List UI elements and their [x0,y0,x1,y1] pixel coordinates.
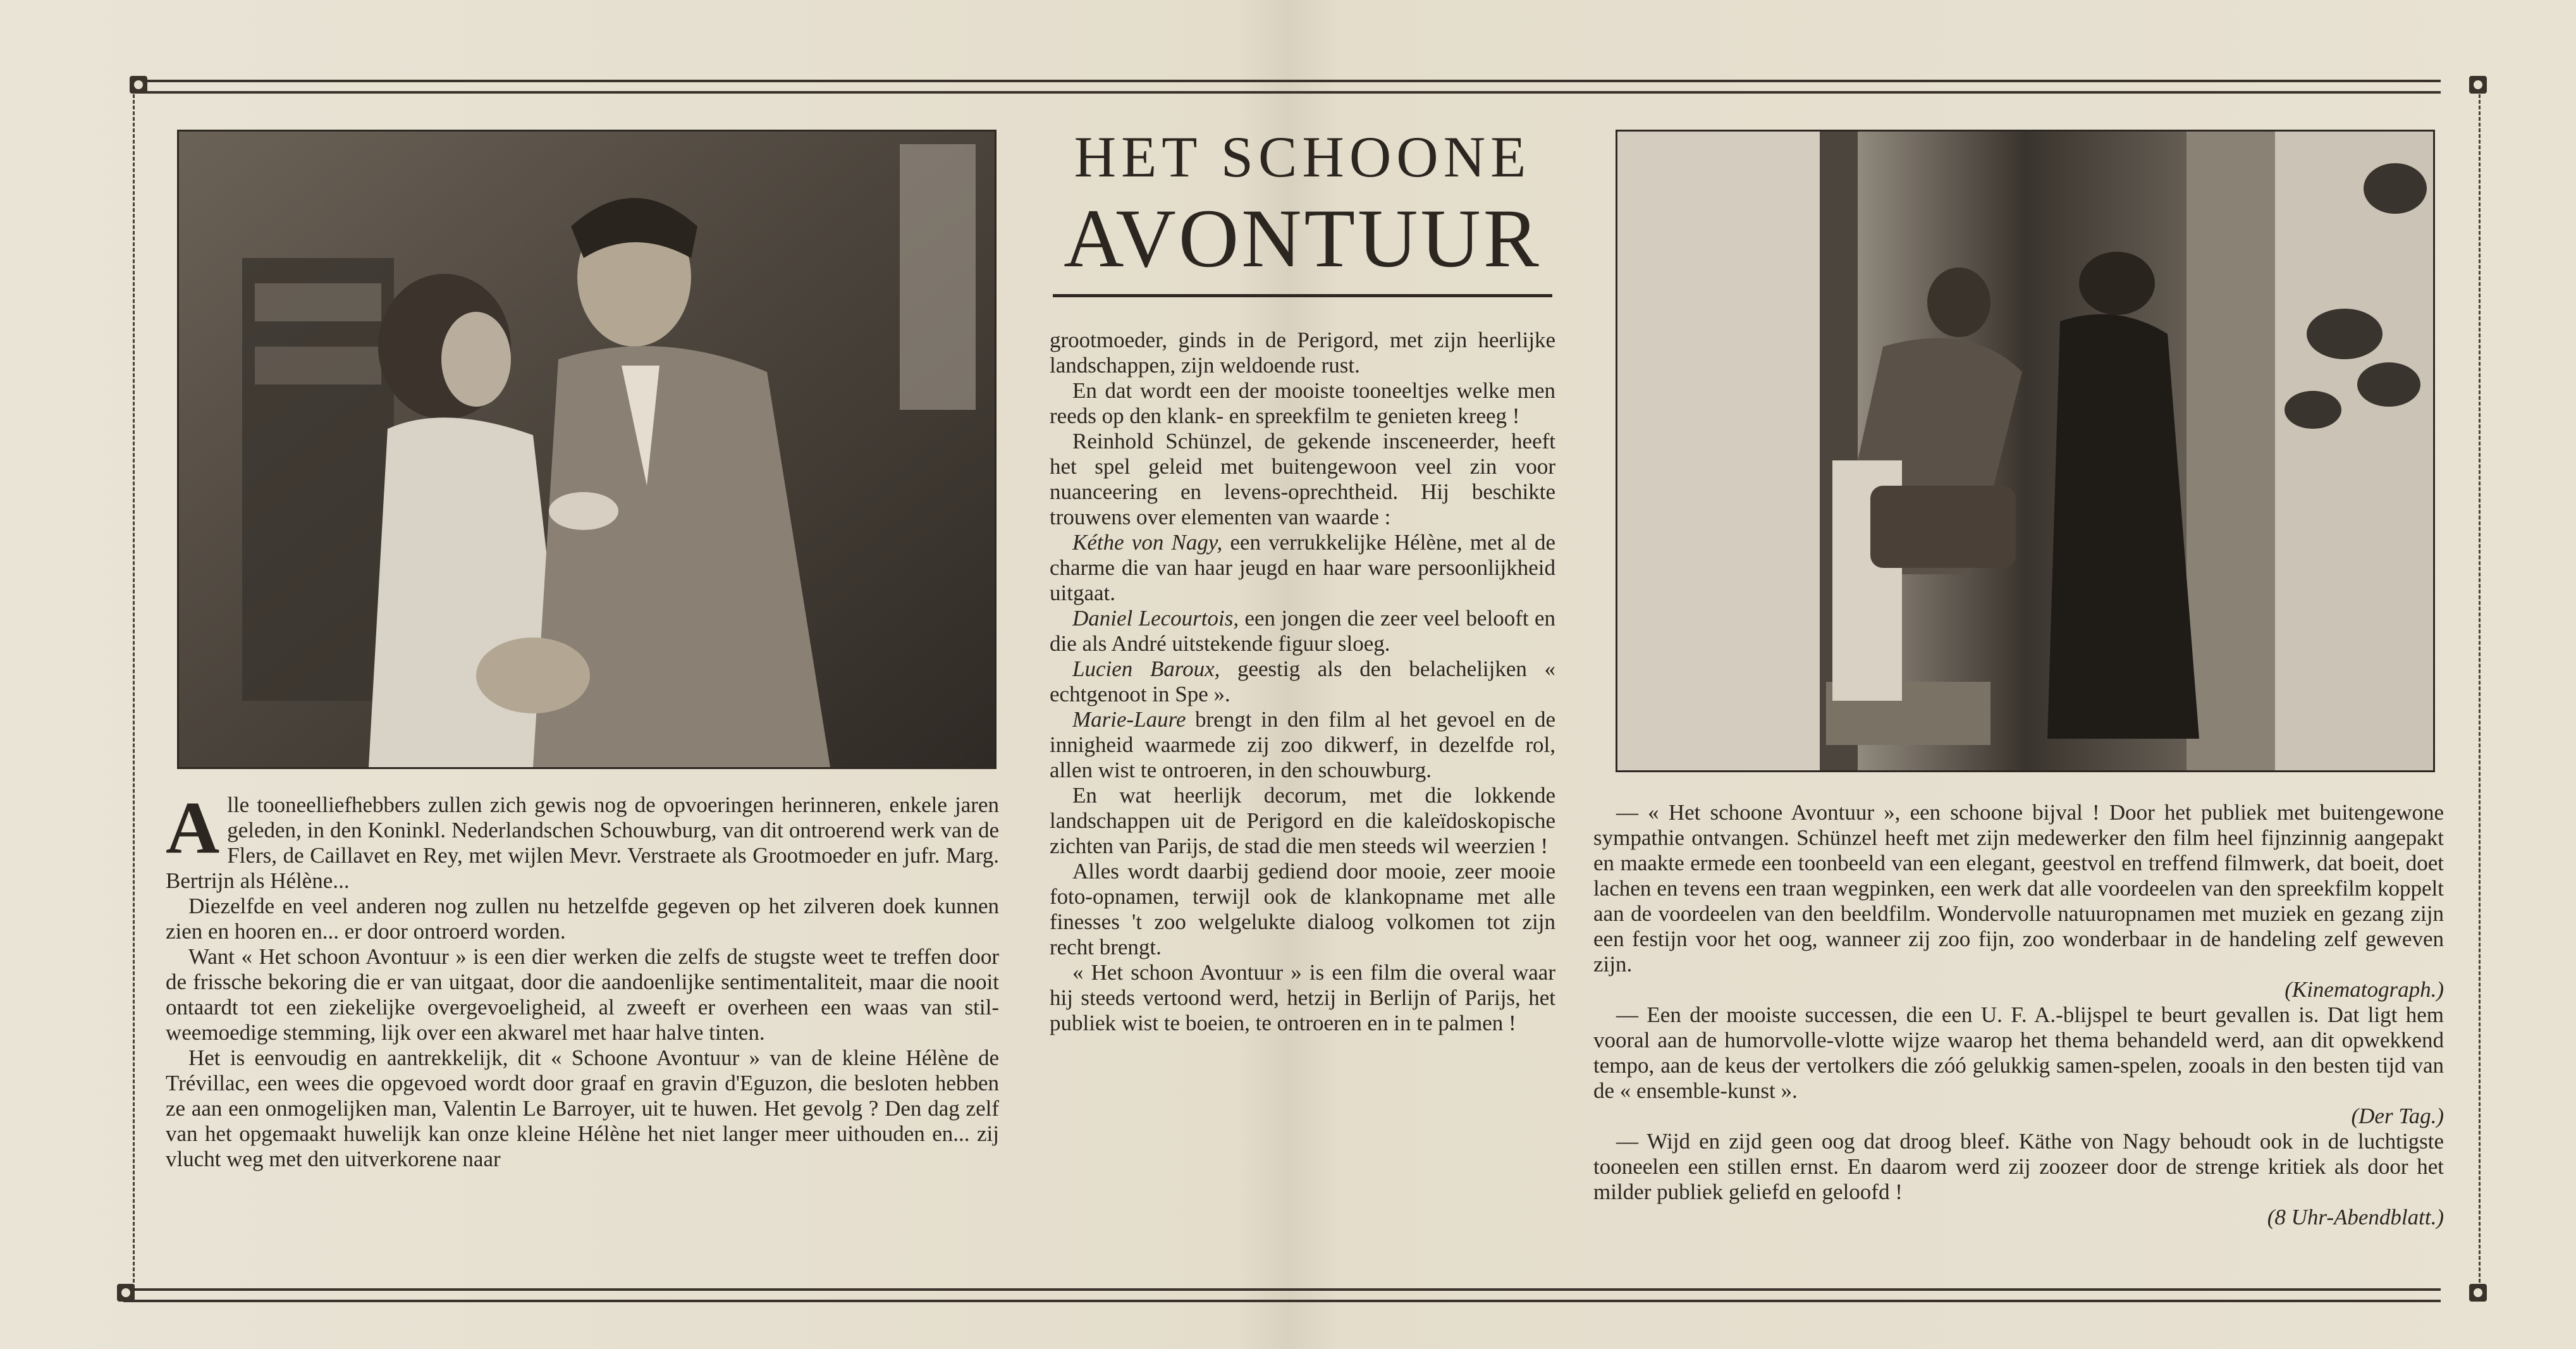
cast-entry: Marie-Laure brengt in den film al het gevoel en de innigheid waarmede zij zoo dikwerf, in dezelfde rol, allen wist te ontroeren, in den schouwburg. [1050,707,1555,782]
right-border-rule [2479,89,2487,1288]
film-still-couple [177,130,997,769]
left-border-rule [133,89,141,1288]
corner-ornament [2469,1284,2487,1302]
top-border-rule [142,80,2441,94]
article-paragraph: grootmoeder, ginds in de Perigord, met zijn heerlijke landschappen, zijn weldoende rust. [1050,328,1555,378]
article-paragraph: Want « Het schoon Avontuur » is een dier werken die zelfs de stugste weet te treffen door de frissche bekoring die er van uitgaat, door die aandoenlijke sentimentaliteit, maar die nooit ontaardt tot een ziekelijke overgevoeligheid, al zweeft er overheen een waas van stil-weemoedige stemming, lijk over een akwarel met haar halve tinten. [166,944,999,1045]
quote-source: (Der Tag.) [2351,1104,2444,1128]
drop-cap: A [166,786,220,869]
cast-entry: Kéthe von Nagy, een verrukkelijke Hélène, met al de charme die van haar jeugd en haar ware persoonlijkheid uitgaat. [1050,530,1555,605]
press-quote: — Wijd en zijd geen oog dat droog bleef. Käthe von Nagy behoudt ook in de luchtigste tooneelen een stillen ernst. En daarom werd zij zoozeer door de strenge kritiek als door het milder publiek geliefd en geloofd ! (8 Uhr-Abendblatt.) [1593,1129,2444,1229]
quote-source: (Kinematograph.) [2285,977,2444,1002]
cast-entry: Daniel Lecourtois, een jongen die zeer veel belooft en die als André uitstekende figuur sloeg. [1050,606,1556,656]
article-paragraph: En dat wordt een der mooiste tooneeltjes welke men reeds op den klank- en spreekfilm te genieten kreeg ! [1050,378,1555,428]
cast-entry: Lucien Baroux, geestig als den belachelijken « echtgenoot in Spe ». [1050,656,1556,706]
headline-rule [1053,294,1552,297]
corner-ornament [2469,76,2487,94]
article-paragraph: Diezelfde en veel anderen nog zullen nu hetzelfde gegeven op het zilveren doek kunnen zien en hooren en... er door ontroerd worden. [166,894,999,944]
article-paragraph: Het is eenvoudig en aantrekkelijk, dit « Schoone Avontuur » van de kleine Hélène de Trévillac, een wees die opgevoed wordt door graaf en gravin d'Eguzon, die besloten hebben ze aan een onmogelijken man, Valentin Le Barroyer, uit te huwen. Het gevolg ? Den dag zelf van het opgemaakt huwelijk kan onze kleine Hélène het niet langer meer uithouden en... zij vlucht weg met den uitverkorene naar [166,1045,999,1171]
press-quote: — « Het schoone Avontuur », een schoone bijval ! Door het publiek met buitengewone sympathie ontvangen. Schünzel heeft met zijn medewerker den film heel fijnzinnig aangepakt en maakte ermede een toonbeeld van een elegant, geestvol en treffend filmwerk, dat boeit, doet lachen en tevens een traan wegpinken, een werk dat alle voordeelen van den spreekfilm koppelt aan de voordeelen van den beeldfilm. Wondervolle natuuropnamen met muziek en gezang zijn een festijn voor het oog, wanneer zij zoo fijn, zoo wonderbaar in de handeling zelf geweven zijn. (Kinematograph.) [1593,800,2444,1002]
headline-line2: AVONTUUR [1064,192,1542,285]
article-paragraph: En wat heerlijk decorum, met die lokkende landschappen uit de Perigord en die kaleïdoskopische zichten van Parijs, de stad die men steeds wil weerzien ! [1050,783,1555,858]
article-column-right [1593,800,2444,1230]
article-paragraph: « Het schoon Avontuur » is een film die overal waar hij steeds vertoond werd, hetzij in Berlijn of Parijs, het publiek wist te boeien, te ontroeren en in te palmen ! [1050,960,1555,1035]
article-column-left [166,786,999,1172]
headline-line1: HET SCHOONE [1074,125,1531,189]
film-still-doorway [1616,130,2435,772]
corner-ornament [130,76,147,94]
article-paragraph: Alles wordt daarbij gediend door mooie, zeer mooie foto-opnamen, terwijl ook de klankopname met alle finesses 't zoo welgelukte dialoog volkomen tot zijn recht brengt. [1050,859,1555,959]
article-column-middle [1050,328,1555,1036]
bottom-border-rule [123,1288,2441,1302]
press-quote: — Een der mooiste successen, die een U. F. A.-blijspel te beurt gevallen is. Dat ligt hem vooral aan de humorvolle-vlotte wijze waarop het thema behandeld werd, aan dit opwekkend tempo, aan de keus der vertolkers die zóó gelukkig samen-spelen, zooals in den besten tijd van de « ensemble-kunst ». (Der Tag.) [1593,1002,2444,1128]
article-paragraph: Reinhold Schünzel, de gekende insceneerder, heeft het spel geleid met buitengewoon veel zin voor nuanceering en levens-oprechtheid. Hij beschikte trouwens over elementen van waarde : [1050,429,1555,529]
article-paragraph: Alle tooneelliefhebbers zullen zich gewis nog de opvoeringen herinneren, enkele jaren geleden, in den Koninkl. Nederlandschen Schouwburg, van dit ontroerend werk van de Flers, de Caillavet en Rey, met wijlen Mevr. Verstraete als Grootmoeder en jufr. Marg. Bertrijn als Hélène... [166,786,999,893]
quote-source: (8 Uhr-Abendblatt.) [2267,1205,2444,1229]
corner-ornament [117,1284,135,1302]
